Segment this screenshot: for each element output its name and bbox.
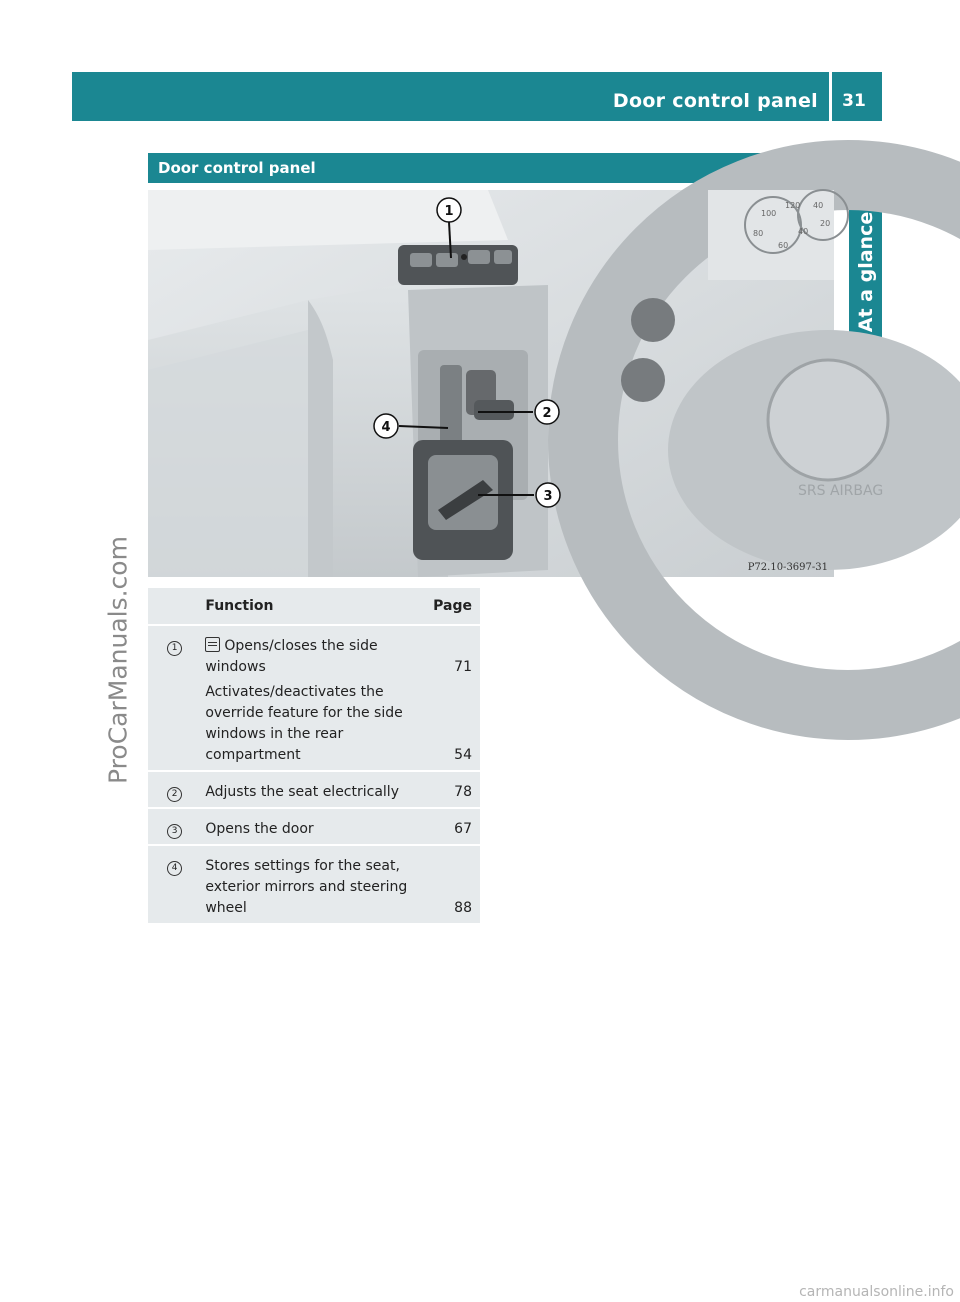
row-number: 2 bbox=[167, 787, 182, 802]
row-number: 1 bbox=[167, 641, 182, 656]
table-row bbox=[148, 846, 480, 923]
gauge-label: 40 bbox=[798, 227, 809, 236]
table-row bbox=[148, 626, 480, 770]
airbag-text: SRS AIRBAG bbox=[798, 483, 884, 499]
gauge-label: 40 bbox=[813, 201, 824, 210]
table-header-row bbox=[148, 588, 480, 624]
gauge-label: 120 bbox=[785, 201, 801, 210]
side-tab-label: At a glance bbox=[855, 211, 877, 333]
callout-number: 3 bbox=[543, 489, 553, 504]
gauge-label: 80 bbox=[753, 229, 764, 238]
header-number bbox=[148, 588, 201, 624]
header-function: Function bbox=[201, 588, 407, 624]
page-number: 31 bbox=[842, 91, 866, 111]
header-title: Door control panel bbox=[612, 90, 818, 112]
page-ref: 54 bbox=[454, 747, 472, 763]
page-ref: 88 bbox=[454, 900, 472, 916]
function-text: Opens/closes the side windows bbox=[205, 638, 378, 675]
callout-number: 4 bbox=[381, 420, 391, 435]
row-number-cell bbox=[148, 772, 201, 807]
callout-number: 1 bbox=[444, 204, 454, 219]
callout-number: 2 bbox=[542, 406, 552, 421]
page-ref: 67 bbox=[408, 809, 480, 844]
function-text: Adjusts the seat electrically bbox=[201, 772, 407, 807]
function-text: Stores settings for the seat, exterior mirrors and steering wheel bbox=[201, 846, 407, 923]
figure-caption: P72.10-3697-31 bbox=[747, 562, 828, 573]
section-heading-text: Door control panel bbox=[158, 159, 316, 177]
row-number-cell bbox=[148, 846, 201, 923]
header-page: Page bbox=[408, 588, 480, 624]
gauge-label: 100 bbox=[761, 209, 777, 218]
row-number-cell bbox=[148, 626, 201, 770]
function-text: Opens the door bbox=[201, 809, 407, 844]
gauge-label: 60 bbox=[778, 241, 789, 250]
row-number: 4 bbox=[167, 861, 182, 876]
page-ref: 71 bbox=[454, 659, 472, 675]
function-table bbox=[148, 586, 480, 925]
row-function-cell bbox=[201, 626, 407, 770]
gauge-label: 20 bbox=[820, 219, 831, 228]
watermark: ProCarManuals.com bbox=[103, 536, 133, 784]
page-ref: 78 bbox=[408, 772, 480, 807]
function-text: Activates/deactivates the override feature for the side windows in the rear compartment bbox=[205, 684, 403, 763]
page-header bbox=[72, 72, 882, 121]
row-number-cell bbox=[148, 809, 201, 844]
row-page-cell bbox=[408, 626, 480, 770]
window-switch-icon bbox=[205, 637, 220, 652]
row-number: 3 bbox=[167, 824, 182, 839]
row-page-cell bbox=[408, 846, 480, 923]
table-row bbox=[148, 809, 480, 844]
header-divider bbox=[829, 72, 832, 121]
table-row bbox=[148, 772, 480, 807]
footer-watermark: carmanualsonline.info bbox=[799, 1284, 954, 1300]
